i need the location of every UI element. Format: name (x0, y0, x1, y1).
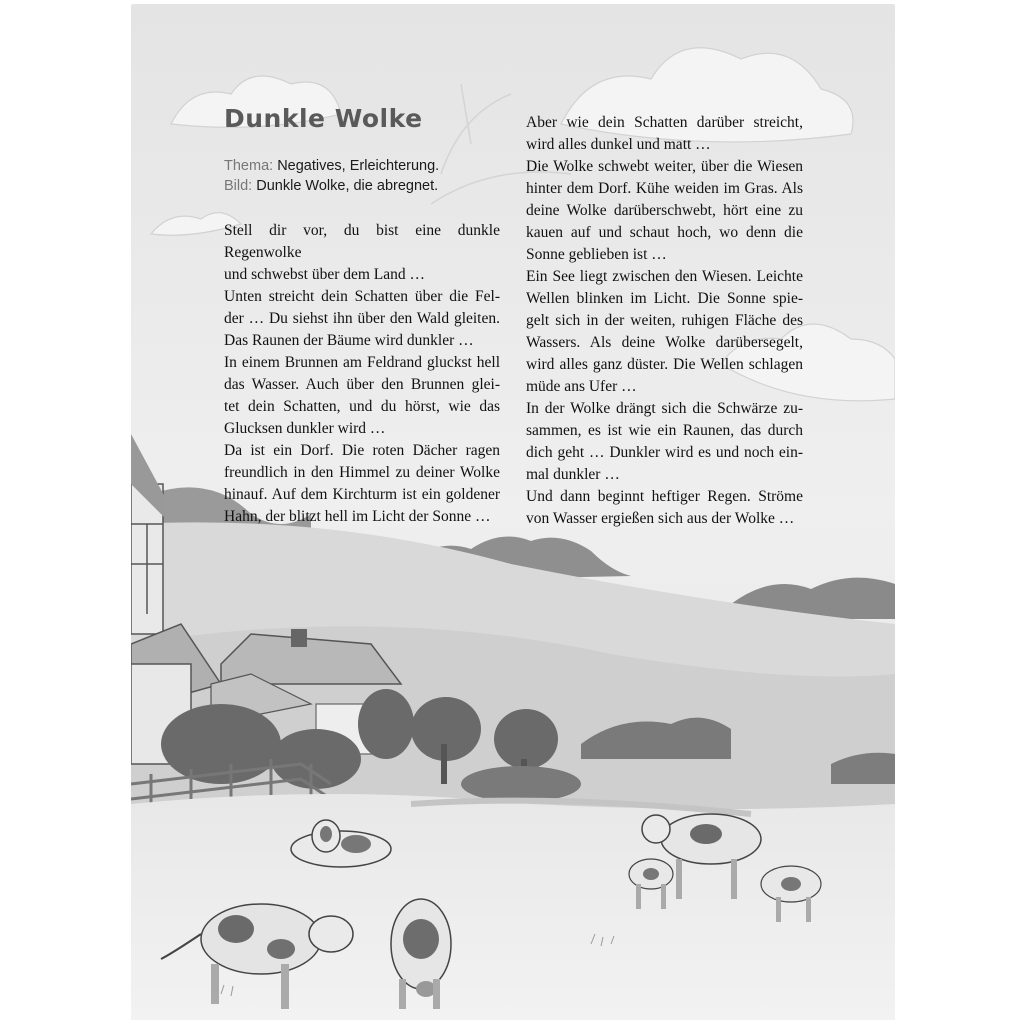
text-line: dich geht … Dunkler wird es und noch ein- (526, 444, 803, 461)
text-line: Glucksen dunkler wird … (224, 420, 386, 437)
text-line: wird alles dunkel und matt … (526, 136, 711, 153)
text-line: der … Du siehst ihn über den Wald gleiten. (224, 310, 500, 327)
text-line: gelt sich in der weiten, ruhigen Fläche des (526, 312, 803, 329)
text-line: In der Wolke drängt sich die Schwärze zu- (526, 400, 803, 417)
text-line: Ein See liegt zwischen den Wiesen. Leichte (526, 268, 803, 285)
text-line: Unten streicht dein Schatten über die Fel- (224, 288, 500, 305)
text-line: Und dann beginnt heftiger Regen. Ströme (526, 488, 803, 505)
text-line: deine Wolke darüberschwebt, hört eine zu (526, 202, 803, 219)
image-value: Dunkle Wolke, die abregnet. (256, 178, 439, 194)
text-line: Das Raunen der Bäume wird dunkler … (224, 332, 474, 349)
story-meta (224, 156, 439, 196)
text-line: hinauf. Auf dem Kirchturm ist ein goldener (224, 486, 500, 503)
text-line: wird alles ganz düster. Die Wellen schlagen (526, 356, 803, 373)
text-line: Sonne geblieben ist … (526, 246, 667, 263)
text-line: freundlich in den Himmel zu deiner Wolke (224, 464, 500, 481)
story-title: Dunkle Wolke (224, 104, 423, 133)
text-line: müde ans Ufer … (526, 378, 637, 395)
theme-line (224, 156, 439, 176)
image-line (224, 176, 439, 196)
text-line: Stell dir vor, du bist eine dunkle Regenwolke (224, 222, 500, 261)
text-line: das Wasser. Auch über den Brunnen glei- (224, 376, 500, 393)
story-text-left-column (224, 220, 500, 528)
text-line: und schwebst über dem Land … (224, 266, 426, 283)
text-line: tet dein Schatten, und du hörst, wie das (224, 398, 500, 415)
text-line: Die Wolke schwebt weiter, über die Wiesen (526, 158, 803, 175)
image-label: Bild: (224, 178, 253, 194)
text-line: Hahn, der blitzt hell im Licht der Sonne … (224, 508, 491, 525)
text-line: In einem Brunnen am Feldrand gluckst hell (224, 354, 500, 371)
text-line: Wassers. Als deine Wolke darübersegelt, (526, 334, 803, 351)
theme-label: Thema: (224, 158, 274, 174)
text-line: Da ist ein Dorf. Die roten Dächer ragen (224, 442, 500, 459)
text-line: Aber wie dein Schatten darüber streicht, (526, 114, 803, 131)
story-text-right-column (526, 112, 803, 530)
text-line: hinter dem Dorf. Kühe weiden im Gras. Als (526, 180, 803, 197)
text-line: von Wasser ergießen sich aus der Wolke … (526, 510, 795, 527)
theme-value: Negatives, Erleichterung. (277, 158, 440, 174)
storybook-page (131, 4, 895, 1020)
text-line: kauen auf und schaut hoch, wo denn die (526, 224, 803, 241)
text-line: sammen, es ist wie ein Raunen, das durch (526, 422, 803, 439)
text-line: Wellen blinken im Licht. Die Sonne spie- (526, 290, 803, 307)
text-line: mal dunkler … (526, 466, 620, 483)
